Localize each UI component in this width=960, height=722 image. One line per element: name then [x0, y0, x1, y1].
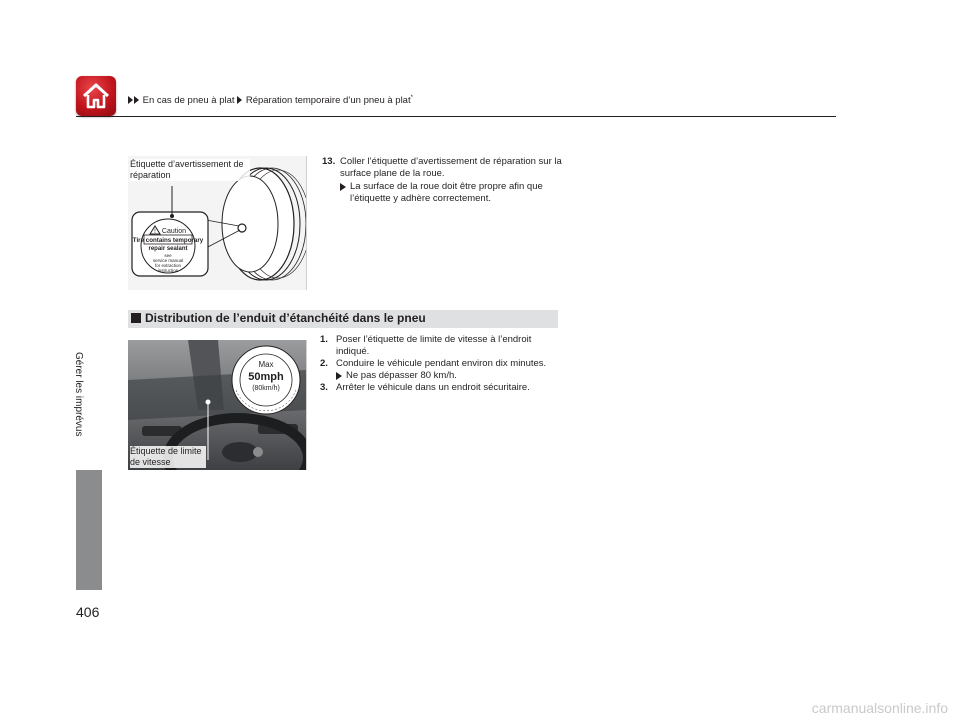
arrow-icon	[237, 96, 242, 104]
side-tab-label: Gérer les imprévus	[73, 352, 84, 437]
arrow-icon	[340, 183, 346, 191]
step-2	[320, 358, 560, 370]
sticker-line-6: instruction	[157, 268, 179, 273]
tire-illustration	[128, 156, 307, 290]
speed-label-mph: 50mph	[248, 371, 284, 383]
side-tab[interactable]	[76, 470, 102, 590]
home-icon	[76, 76, 116, 116]
dashboard-photo	[128, 340, 307, 470]
sticker-caution-text: Caution	[161, 228, 187, 235]
page-number: 406	[76, 604, 100, 620]
section-title: Distribution de l’enduit d’étanchéité dans le pneu	[145, 311, 426, 325]
speed-label-max: Max	[258, 360, 274, 369]
tire-figure-caption: Étiquette d’avertissement de réparation	[130, 159, 250, 181]
home-button[interactable]	[76, 76, 116, 116]
step-13-note: La surface de la roue doit être propre afin que l’étiquette y adhère correctement.	[350, 181, 543, 204]
step-1-number: 1.	[320, 334, 328, 345]
step-1-text: Poser l’étiquette de limite de vitesse à l’endroit indiqué.	[336, 334, 532, 357]
step-13-text: Coller l’étiquette d’avertissement de réparation sur la surface plane de la roue.	[340, 156, 562, 179]
step-3-number: 3.	[320, 382, 328, 393]
asterisk: *	[410, 95, 413, 101]
sticker-line-1: Tire contains temporary	[132, 237, 204, 244]
step-13-number: 13.	[322, 156, 336, 167]
step-3	[320, 382, 560, 394]
steps-list	[320, 334, 560, 394]
sticker-line-2: repair sealant	[148, 246, 188, 252]
step-2-text: Conduire le véhicule pendant environ dix minutes.	[336, 358, 547, 369]
step-1	[320, 334, 560, 358]
svg-text:!: !	[153, 228, 157, 235]
arrow-icon	[134, 96, 139, 104]
step-3-text: Arrêter le véhicule dans un endroit sécuritaire.	[336, 382, 530, 393]
sticker-line-5: for extraction	[154, 263, 182, 268]
step-2-number: 2.	[320, 358, 328, 369]
arrow-icon	[336, 372, 342, 380]
header-divider	[76, 116, 836, 117]
sticker-line-4: service manual	[152, 258, 184, 263]
section-square-icon	[131, 313, 141, 323]
dash-figure-caption: Étiquette de limite de vitesse	[130, 446, 206, 468]
sticker-line-3: see	[164, 253, 172, 258]
step-2-note: Ne pas dépasser 80 km/h.	[346, 370, 457, 381]
speed-label-kmh: (80km/h)	[252, 385, 280, 392]
breadcrumb	[128, 95, 413, 106]
breadcrumb-link-flat-tire[interactable]: En cas de pneu à plat	[142, 95, 235, 107]
watermark: carmanualsonline.info	[811, 700, 948, 716]
breadcrumb-current: Réparation temporaire d’un pneu à plat	[245, 95, 411, 107]
step-13	[322, 156, 562, 205]
arrow-icon	[128, 96, 133, 104]
